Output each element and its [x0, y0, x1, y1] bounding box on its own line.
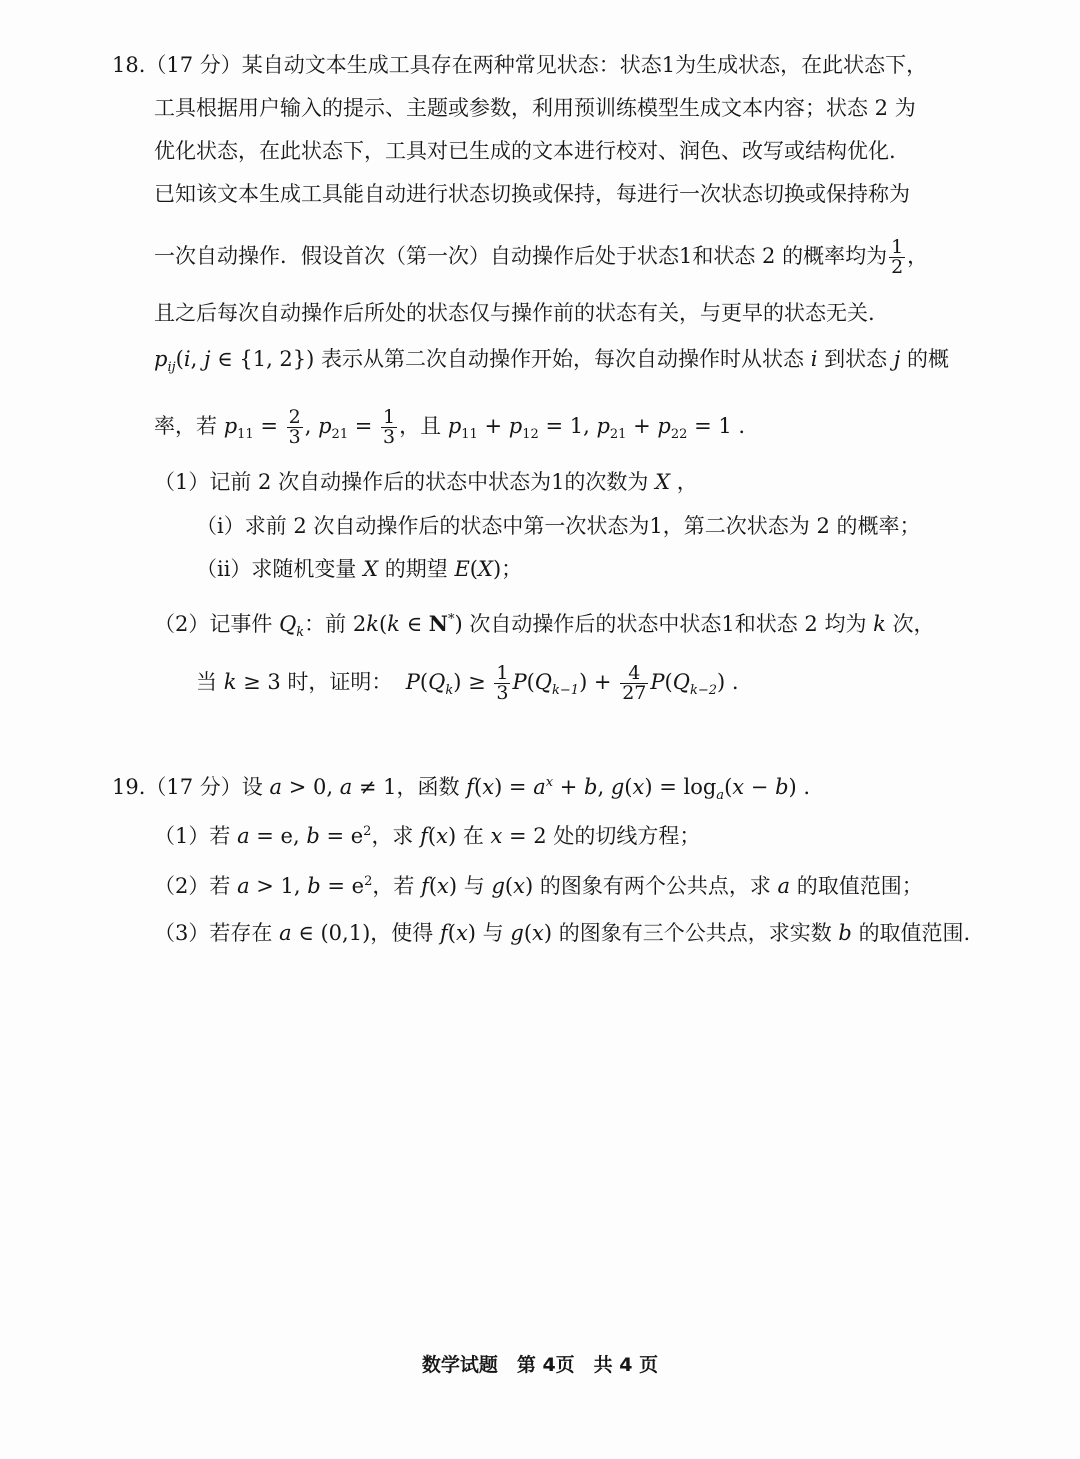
- fraction-num: 1: [891, 236, 904, 258]
- q19-p2-tail: 的图象有两个公共点，求: [539, 874, 771, 898]
- q19-p1-mid: ，求: [371, 824, 414, 848]
- q18-line8: 率，若 $p_{11}$ = $\frac{2}{3}$ , $p_{21}$ = $\frac{1}{3}$ ，且 $p_{11} + p_{12} = 1$, $p_{21} + p_{22} = 1$ .: [154, 406, 746, 448]
- q18-line2: 工具根据用户输入的提示、主题或参数，利用预训练模型生成文本内容；状态 2 为: [154, 96, 916, 120]
- q19-p3-end: 的取值范围.: [858, 921, 971, 945]
- q18-part1-ii: （ii）求随机变量 X 的期望 E(X)；: [196, 557, 523, 581]
- fraction-p21: [381, 408, 397, 447]
- fraction-den: 3: [288, 426, 301, 448]
- q18-part1: （1）记前 2 次自动操作后的状态中状态为1的次数为 X ，: [154, 470, 698, 494]
- fraction-num: 4: [628, 662, 641, 684]
- q18-line7: $p_{ij}(i$, j ∈ {1, 2}) 表示从第二次自动操作开始，每次自动操作时从状态 i 到状态 j 的概: [154, 347, 949, 376]
- q19-line1-head: （17 分）设: [145, 775, 263, 799]
- fraction-p11: [287, 408, 303, 447]
- q19-line1-mid: ，函数: [396, 775, 460, 799]
- fraction-den: 2: [891, 256, 904, 278]
- q18-line5-text: 一次自动操作．假设首次（第一次）自动操作后处于状态1和状态 2 的概率均为: [154, 244, 888, 268]
- fraction-den: 3: [496, 682, 509, 704]
- q18-part2-l2b: 时，证明：: [287, 670, 393, 694]
- q19-p3-mid2: 与: [482, 921, 504, 945]
- q19-p3: （3）若存在: [154, 921, 273, 945]
- q18-part2-tail: 次自动操作后的状态中状态1和状态 2 均为: [469, 612, 867, 636]
- q18-part1-i: （i）求前 2 次自动操作后的状态中第一次状态为1，第二次状态为 2 的概率；: [196, 514, 921, 538]
- q19-line1: 19.（17 分）设 a > 0, a ≠ 1，函数 $f(x) = a^x + b$, $g(x) = \log_a(x - b)$ .: [112, 775, 811, 804]
- fraction-4-27: [620, 664, 648, 703]
- q19-p2: （2）若: [154, 874, 231, 898]
- fraction-den: 3: [383, 426, 396, 448]
- q19-part2: （2）若 a > 1, $b = e^2$，若 f(x) 与 g(x) 的图象有两个公共点，求 a 的取值范围；: [154, 874, 923, 898]
- q18-line5: 一次自动操作．假设首次（第一次）自动操作后处于状态1和状态 2 的概率均为 $\frac{1}{2}$ ，: [154, 236, 929, 278]
- q19-p1: （1）若: [154, 824, 231, 848]
- q18-part2-l2: 当: [196, 670, 217, 694]
- fraction-den: 27: [622, 682, 647, 704]
- q19-p2-end: 的取值范围；: [796, 874, 923, 898]
- page-footer: 数学试题 第 4页 共 4 页: [421, 1354, 659, 1376]
- q19-p2-mid2: 与: [463, 874, 485, 898]
- q19-p3-mid: ，使得: [370, 921, 434, 945]
- q18-line8-mid: ，且: [399, 414, 442, 438]
- q19-p2-mid: ，若: [372, 874, 415, 898]
- q18-line3: 优化状态，在此状态下，工具对已生成的文本进行校对、润色、改写或结构优化.: [154, 139, 896, 163]
- q18-line4: 已知该文本生成工具能自动进行状态切换或保持，每进行一次状态切换或保持称为: [154, 182, 910, 206]
- q18-part2: （2）记事件 $Q_k$：前 2k(k ∈ N*) 次自动操作后的状态中状态1和状态 2 均为 k 次，: [154, 611, 935, 641]
- q18-part1-ii-mid: 的期望: [384, 557, 448, 581]
- q18-line1-text: （17 分）某自动文本生成工具存在两种常见状态：状态1为生成状态，在此状态下，: [145, 53, 928, 77]
- q18-part2-line2: 当 k ≥ 3 时，证明： $P(Q_k)$ ≥ $\frac{1}{3}$ $P(Q_{k-1})$ + $\frac{4}{27}$ $P(Q_{k-2})$ .: [196, 662, 739, 704]
- q18-number: 18.: [112, 53, 146, 77]
- q18-line7-text: 表示从第二次自动操作开始，每次自动操作时从状态: [321, 347, 805, 371]
- q19-p1-tail: 处的切线方程；: [553, 824, 701, 848]
- q19-p3-tail: 的图象有三个公共点，求实数: [558, 921, 832, 945]
- q18-line8-head: 率，若: [154, 414, 217, 438]
- q19-number: 19.: [112, 775, 146, 799]
- fraction-num: 1: [496, 662, 509, 684]
- q18-line6: 且之后每次自动操作后所处的状态仅与操作前的状态有关，与更早的状态无关.: [154, 301, 875, 325]
- fraction-half: [889, 238, 905, 277]
- fraction-third: [494, 664, 510, 703]
- q18-line7-end: 的概: [906, 347, 949, 371]
- fraction-num: 1: [383, 406, 396, 428]
- q18-part1-text: （1）记前 2 次自动操作后的状态中状态为1的次数为: [154, 470, 649, 494]
- q18-part1-ii-text: （ii）求随机变量: [196, 557, 357, 581]
- fraction-num: 2: [288, 406, 301, 428]
- q19-part3: （3）若存在 a ∈ (0,1)，使得 f(x) 与 g(x) 的图象有三个公共点，求实数 b 的取值范围.: [154, 921, 971, 945]
- q18-part2-head: （2）记事件: [154, 612, 273, 636]
- q19-p1-mid2: 在: [462, 824, 484, 848]
- q18-part2-end: 次，: [892, 612, 935, 636]
- q19-part1: （1）若 a = e, $b = e^2$，求 f(x) 在 x = 2 处的切线方程；: [154, 824, 701, 848]
- q18-part2-mid: ：前: [304, 612, 347, 636]
- q18-line1: [112, 50, 927, 80]
